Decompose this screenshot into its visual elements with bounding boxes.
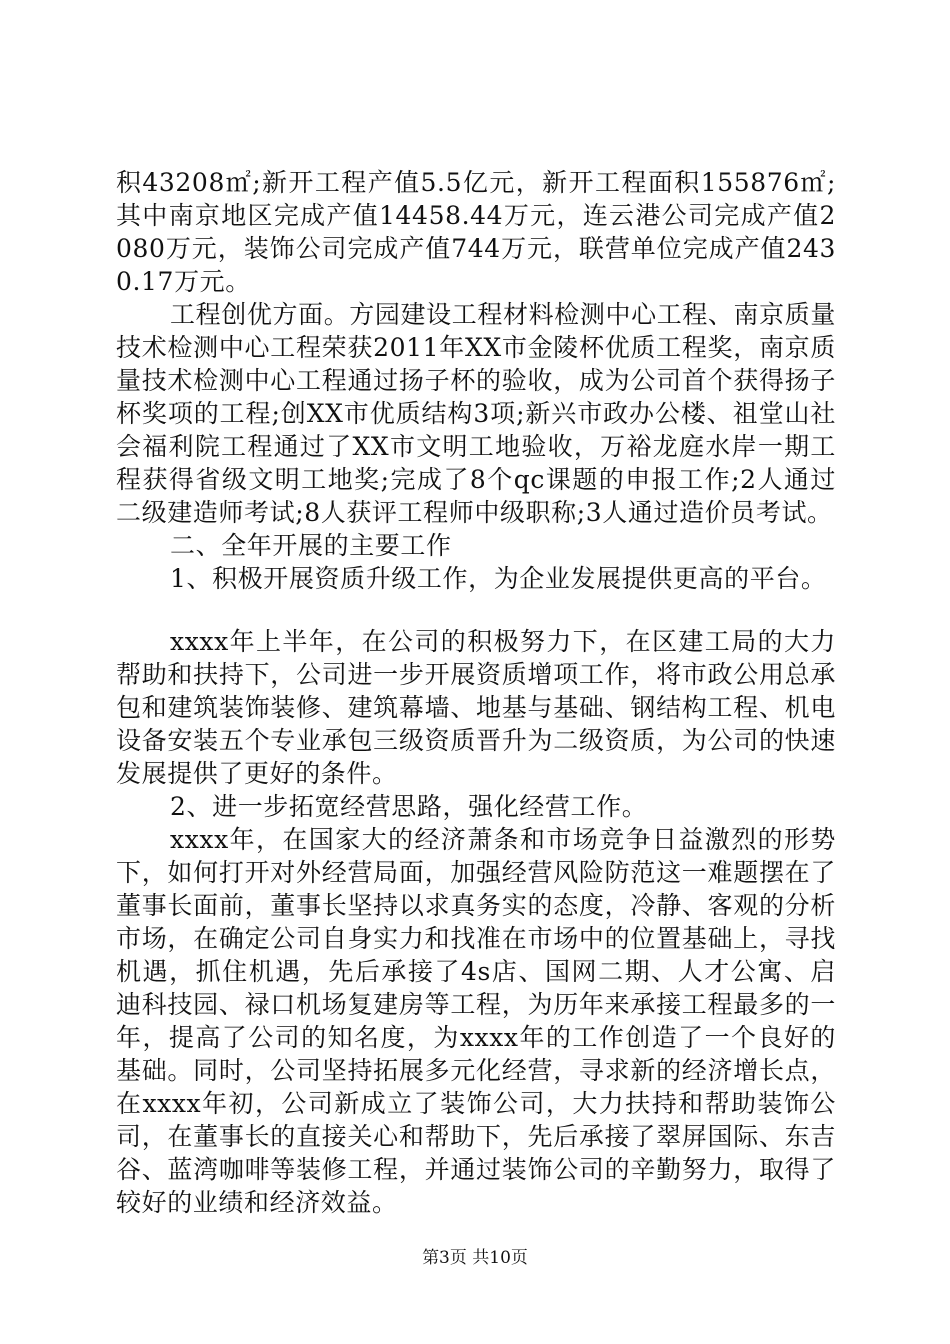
paragraph-qualification-upgrade: xxxx年上半年，在公司的积极努力下，在区建工局的大力帮助和扶持下，公司进一步开展资质增项工作，将市政公用总承包和建筑装饰装修、建筑幕墙、地基与基础、钢结构工程、机电设备安装五个专业承包三级资质晋升为二级资质，为公司的快速发展提供了更好的条件。 — [116, 627, 836, 788]
paragraph-business-expansion: xxxx年，在国家大的经济萧条和市场竞争日益激烈的形势下，如何打开对外经营局面，加强经营风险防范这一难题摆在了董事长面前，董事长坚持以求真务实的态度，冷静、客观的分析市场，在确定公司自身实力和找准在市场中的位置基础上，寻找机遇，抓住机遇，先后承接了4s店、国网二期、人才公寓、启迪科技园、禄口机场复建房等工程，为历年来承接工程最多的一年，提高了公司的知名度，为xxxx年的工作创造了一个良好的基础。同时，公司坚持拓展多元化经营，寻求新的经济增长点，在xxxx年初，公司新成立了装饰公司，大力扶持和帮助装饰公司，在董事长的直接关心和帮助下，先后承接了翠屏国际、东吉谷、蓝湾咖啡等装修工程，并通过装饰公司的辛勤努力，取得了较好的业绩和经济效益。 — [116, 825, 836, 1217]
paragraph-production-output: 积43208㎡;新开工程产值5.5亿元，新开工程面积155876㎡;其中南京地区完成产值14458.44万元，连云港公司完成产值2080万元，装饰公司完成产值744万元，联营单位完成产值2430.17万元。 — [116, 168, 836, 296]
page-footer: 第3页 共10页 — [422, 1248, 528, 1268]
subheading-qualification-upgrade: 1、积极开展资质升级工作，为企业发展提供更高的平台。 — [170, 564, 827, 593]
subheading-business-expansion: 2、进一步拓宽经营思路，强化经营工作。 — [170, 792, 648, 821]
document-body — [116, 166, 836, 1219]
paragraph-quality-awards: 工程创优方面。方园建设工程材料检测中心工程、南京质量技术检测中心工程荣获2011年XX市金陵杯优质工程奖，南京质量技术检测中心工程通过扬子杯的验收，成为公司首个获得扬子杯奖项的工程;创XX市优质结构3项;新兴市政办公楼、祖堂山社会福利院工程通过了XX市文明工地验收，万裕龙庭水岸一期工程获得省级文明工地奖;完成了8个qc课题的申报工作;2人通过二级建造师考试;8人获评工程师中级职称;3人通过造价员考试。 — [116, 300, 836, 527]
section-heading-main-work: 二、全年开展的主要工作 — [170, 531, 452, 560]
